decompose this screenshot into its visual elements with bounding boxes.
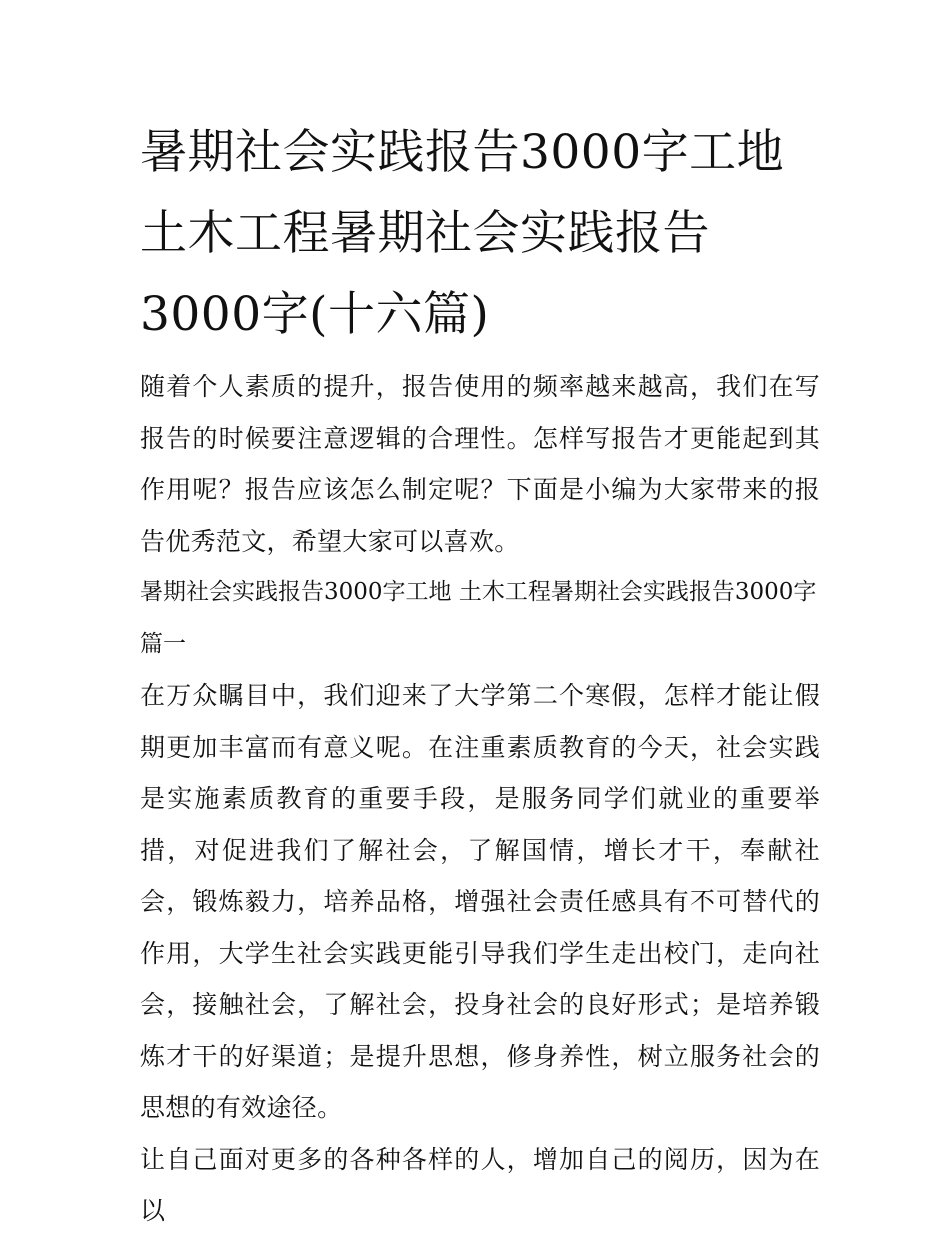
section-heading: 暑期社会实践报告3000字工地 土木工程暑期社会实践报告3000字篇一 [140,579,817,657]
document-page [140,112,820,1237]
document-title: 暑期社会实践报告3000字工地 土木工程暑期社会实践报告3000字(十六篇) [140,125,785,342]
body-paragraph: 在万众瞩目中，我们迎来了大学第二个寒假，怎样才能让假期更加丰富而有意义呢。在注重素质教育的今天，社会实践是实施素质教育的重要手段，是服务同学们就业的重要举措，对促进我们了解社会，了解国情，增长才干，奉献社会，锻炼毅力，培养品格，增强社会责任感具有不可替代的作用，大学生社会实践更能引导我们学生走出校门，走向社会，接触社会，了解社会，投身社会的良好形式；是培养锻炼才干的好渠道；是提升思想，修身养性，树立服务社会的思想的有效途径。 [140,681,820,1122]
body-paragraph: 让自己面对更多的各种各样的人，增加自己的阅历，因为在以 [140,1144,820,1225]
intro-paragraph: 随着个人素质的提升，报告使用的频率越来越高，我们在写报告的时候要注意逻辑的合理性。怎样写报告才更能起到其作用呢？报告应该怎么制定呢？下面是小编为大家带来的报告优秀范文，希望大家可以喜欢。 [140,372,820,556]
